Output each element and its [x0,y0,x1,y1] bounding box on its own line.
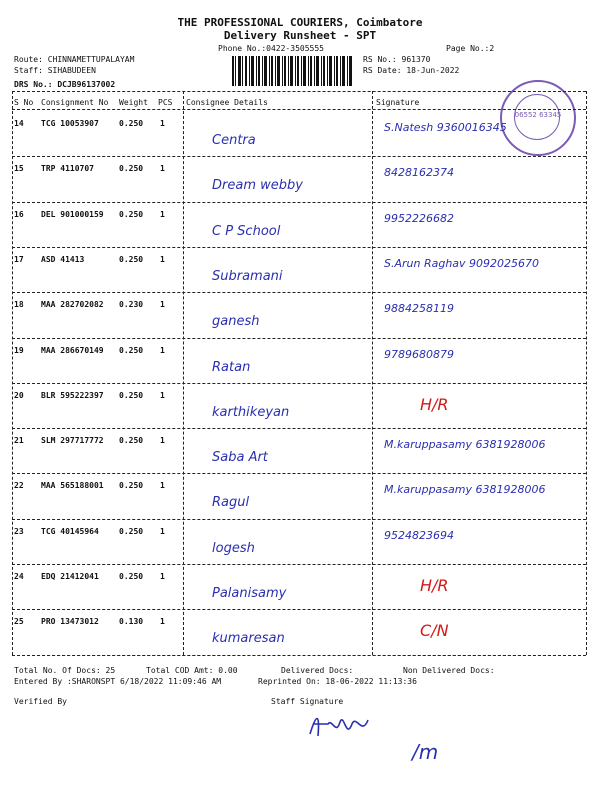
column-header-weight: Weight [119,98,148,107]
consignment-cell: MAA 282702082 [41,300,104,310]
table-header-border [12,109,586,110]
consignee-handwritten: logesh [212,540,255,556]
rs-date: RS Date: 18-Jun-2022 [363,66,460,75]
signature-handwritten: M.karuppasamy 6381928006 [384,483,546,497]
table-top-border [12,91,586,92]
row-divider [12,292,586,293]
row-divider [12,156,586,157]
column-header-consignment: Consignment No [41,98,109,107]
sno-cell: 22 [14,481,24,491]
consignee-handwritten: karthikeyan [212,404,290,420]
consignee-handwritten: ganesh [212,314,260,330]
sno-cell: 19 [14,345,24,355]
row-divider [12,473,586,474]
reprinted-on: Reprinted On: 18-06-2022 11:13:36 [258,677,417,686]
weight-cell: 0.130 [119,617,144,627]
non-delivered-docs: Non Delivered Docs: [403,666,495,675]
stamp-number: 06552 63345 [514,111,562,119]
consignee-handwritten: Saba Art [212,450,268,466]
sno-cell: 24 [14,572,24,581]
weight-cell: 0.250 [119,119,144,128]
column-header-signature: Signature [376,98,420,107]
page-number: Page No.:2 [446,44,495,53]
row-divider [12,247,586,248]
weight-cell: 0.250 [119,436,144,446]
signature-handwritten: M.karuppasamy 6381928006 [384,438,546,452]
signature-handwritten: 9884258119 [384,302,454,316]
consignee-handwritten: Dream webby [212,178,303,194]
route-label: Route: CHINNAMETTUPALAYAM [14,55,135,64]
signature-handwritten: 9952226682 [384,211,454,225]
row-divider [12,338,586,339]
consignee-handwritten: Centra [212,133,256,148]
signature-handwritten: C/N [420,621,449,641]
col-border [12,91,13,655]
pcs-cell: 1 [160,164,165,174]
consignment-cell: BLR 595222397 [41,390,104,400]
signature-handwritten: 9524823694 [384,528,454,542]
consignee-handwritten: Subramani [212,268,283,284]
sno-cell: 21 [14,436,24,446]
row-divider [12,202,586,203]
pcs-cell: 1 [160,209,165,219]
weight-cell: 0.250 [119,345,144,355]
sno-cell: 16 [14,209,24,219]
pcs-cell: 1 [160,254,165,264]
cod-amount: Total COD Amt: 0.00 [146,666,238,675]
col-border [586,91,587,655]
pcs-cell: 1 [160,345,165,355]
consignment-cell: MAA 565188001 [41,481,104,491]
row-divider [12,428,586,429]
signature-handwritten: S.Arun Raghav 9092025670 [384,256,540,270]
weight-cell: 0.250 [119,390,144,400]
sno-cell: 17 [14,254,24,264]
pcs-cell: 1 [160,617,165,627]
weight-cell: 0.250 [119,164,144,174]
consignment-cell: TCG 10053907 [41,119,99,128]
phone-number: Phone No.:0422-3505555 [218,44,324,53]
consignee-handwritten: Ratan [212,359,251,375]
col-border [372,91,373,655]
consignment-cell: ASD 41413 [41,254,85,264]
row-divider [12,519,586,520]
consignment-cell: EDQ 21412041 [41,572,99,581]
pcs-cell: 1 [160,300,165,310]
weight-cell: 0.250 [119,209,144,219]
weight-cell: 0.250 [119,481,144,491]
consignment-cell: TRP 4110707 [41,164,94,174]
staff-signature-scribble [306,706,376,746]
company-title: THE PROFESSIONAL COURIERS, Coimbatore [177,16,423,29]
consignee-handwritten: Ragul [212,495,250,511]
initials-handwritten: /m [412,740,439,764]
signature-handwritten: H/R [420,394,449,414]
column-header-sno: S No [14,98,34,107]
staff-label: Staff: SIHABUDEEN [14,66,96,75]
pcs-cell: 1 [160,572,165,581]
weight-cell: 0.250 [119,526,144,536]
rs-number: RS No.: 961370 [363,55,431,64]
consignment-cell: PRO 13473012 [41,617,99,627]
delivered-docs: Delivered Docs: [281,666,354,675]
row-divider [12,609,586,610]
pcs-cell: 1 [160,481,165,491]
sno-cell: 18 [14,300,24,310]
pcs-cell: 1 [160,119,165,128]
staff-signature-label: Staff Signature [271,697,344,706]
verified-by-label: Verified By [14,697,67,706]
signature-handwritten: H/R [420,576,449,595]
row-divider [12,564,586,565]
consignee-handwritten: Palanisamy [212,586,287,601]
row-divider [12,383,586,384]
weight-cell: 0.250 [119,572,144,581]
sno-cell: 14 [14,119,24,128]
sno-cell: 15 [14,164,24,174]
consignment-cell: TCG 40145964 [41,526,99,536]
column-header-pcs: PCS [158,98,173,107]
consignment-cell: MAA 286670149 [41,345,104,355]
footer-divider [12,655,586,656]
pcs-cell: 1 [160,436,165,446]
signature-handwritten: 9789680879 [384,347,454,361]
signature-handwritten: 8428162374 [384,166,454,180]
column-header-consignee: Consignee Details [186,98,268,107]
entered-by: Entered By :SHARONSPT 6/18/2022 11:09:46 AM [14,677,222,686]
sno-cell: 20 [14,390,24,400]
consignee-handwritten: C P School [212,223,281,239]
drs-number: DRS No.: DCJB96137002 [14,80,116,89]
weight-cell: 0.230 [119,300,144,310]
sno-cell: 25 [14,617,24,627]
consignment-cell: SLM 297717772 [41,436,104,446]
pcs-cell: 1 [160,526,165,536]
consignment-cell: DEL 901000159 [41,209,104,219]
signature-handwritten: S.Natesh 9360016345 [384,121,507,134]
consignee-handwritten: kumaresan [212,631,285,647]
col-border [183,91,184,655]
document-subtitle: Delivery Runsheet - SPT [223,29,377,42]
barcode-icon [232,56,352,86]
weight-cell: 0.250 [119,254,144,264]
pcs-cell: 1 [160,390,165,400]
sno-cell: 23 [14,526,24,536]
total-docs: Total No. Of Docs: 25 [14,666,116,675]
